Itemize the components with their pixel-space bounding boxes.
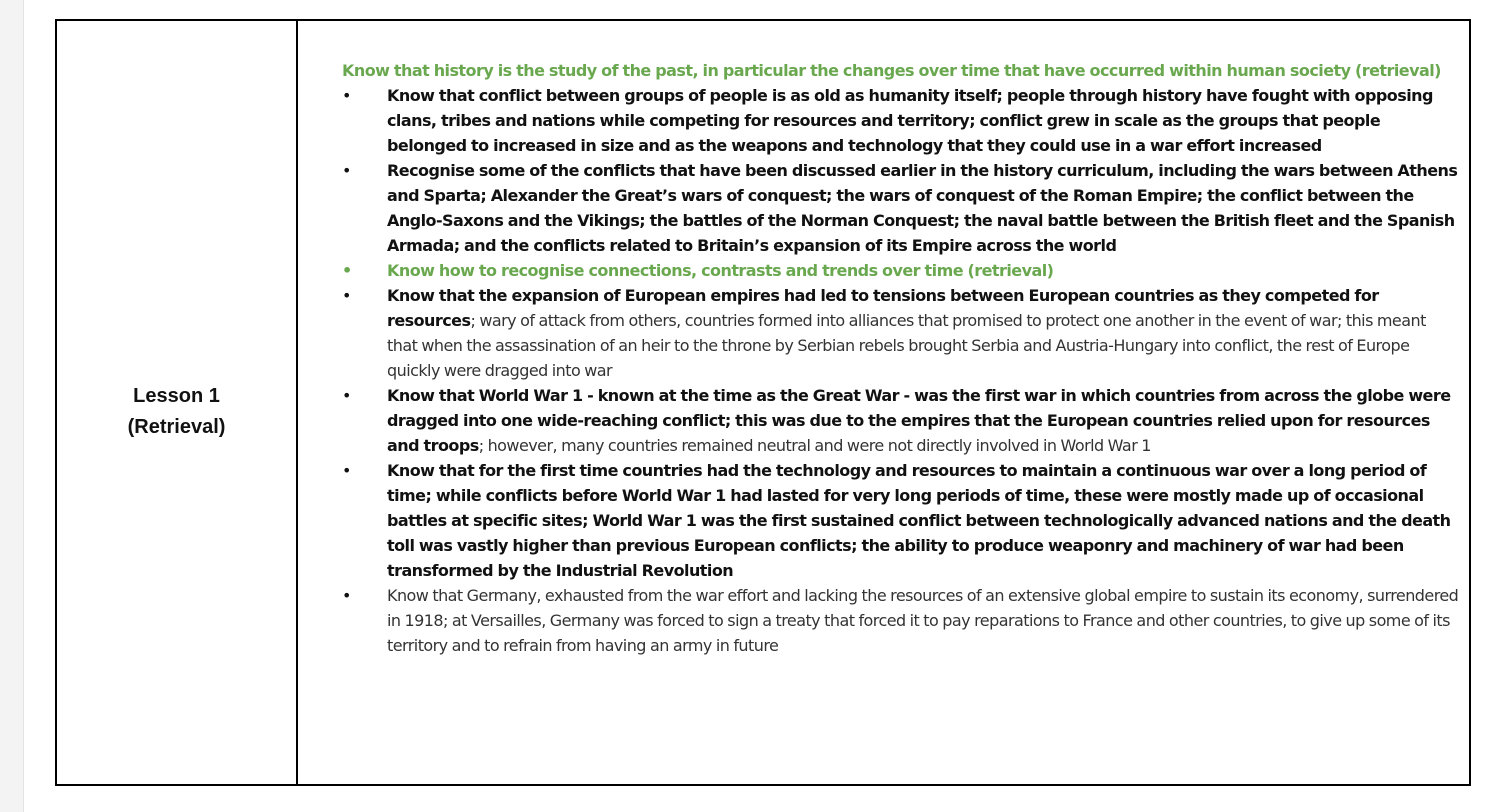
item-normal-text: ; wary of attack from others, countries formed into alliances that promised to protect one another in the event of war; this meant that when the assassination of an heir to the throne by Serbian rebels brought Serbia and Austria-Hungary into conflict, the rest of Europe quickly were dragged into war: [387, 311, 1426, 380]
bullet-icon: •: [342, 86, 351, 105]
bullet-icon: •: [342, 261, 352, 280]
lesson-cell: [57, 21, 298, 784]
lesson-subtitle: (Retrieval): [127, 415, 226, 438]
list-item: [342, 258, 1459, 283]
list-item: [342, 158, 1459, 258]
bullet-icon: •: [342, 161, 351, 180]
item-green-text: Know how to recognise connections, contrasts and trends over time (retrieval): [387, 261, 1054, 280]
bullet-icon: •: [342, 386, 351, 405]
bullet-icon: •: [342, 286, 351, 305]
list-item: [342, 83, 1459, 158]
lesson-label: [128, 381, 226, 443]
content-cell: [298, 21, 1469, 784]
list-item: [342, 383, 1459, 458]
objectives-list: [342, 83, 1459, 658]
page-gutter: [0, 0, 24, 812]
list-item: [342, 283, 1459, 383]
item-bold-text: Know that for the first time countries had the technology and resources to maintain a continuous war over a long period of time; while conflicts before World War 1 had lasted for very long periods of time, these were mostly made up of occasional battles at specific sites; World War 1 was the first sustained conflict between technologically advanced nations and the death toll was vastly higher than previous European conflicts; the ability to produce weaponry and machinery of war had been transformed by the Industrial Revolution: [387, 461, 1451, 580]
item-bold-text: Know that World War 1 - known at the time as the Great War - was the first war in which countries from across the globe were dragged into one wide-reaching conflict; this was due to the empires that the European countries relied upon for resources and troops: [387, 386, 1451, 455]
item-bold-text: Know that conflict between groups of people is as old as humanity itself; people through history have fought with opposing clans, tribes and nations while competing for resources and territory; conflict grew in scale as the groups that people belonged to increased in size and as the weapons and technology that they could use in a war effort increased: [387, 86, 1433, 155]
item-normal-text: ; however, many countries remained neutral and were not directly involved in World War 1: [478, 436, 1151, 455]
item-normal-text: Know that Germany, exhausted from the war effort and lacking the resources of an extensive global empire to sustain its economy, surrendered in 1918; at Versailles, Germany was forced to sign a treaty that forced it to pay reparations to France and other countries, to give up some of its territory and to refrain from having an army in future: [387, 586, 1459, 655]
list-item: [342, 458, 1459, 583]
bullet-icon: •: [342, 586, 351, 605]
list-item: [342, 583, 1459, 658]
intro-objective: Know that history is the study of the past, in particular the changes over time that have occurred within human society (retrieval): [342, 61, 1441, 80]
lesson-table: [55, 19, 1471, 786]
bullet-icon: •: [342, 461, 351, 480]
item-bold-text: Know that the expansion of European empires had led to tensions between European countries as they competed for resources: [387, 286, 1379, 330]
item-bold-text: Recognise some of the conflicts that have been discussed earlier in the history curriculum, including the wars between Athens and Sparta; Alexander the Great’s wars of conquest; the wars of conquest of the Roman Empire; the conflict between the Anglo-Saxons and the Vikings; the battles of the Norman Conquest; the naval battle between the British fleet and the Spanish Armada; and the conflicts related to Britain’s expansion of its Empire across the world: [387, 161, 1458, 255]
lesson-title: Lesson 1: [133, 384, 220, 407]
